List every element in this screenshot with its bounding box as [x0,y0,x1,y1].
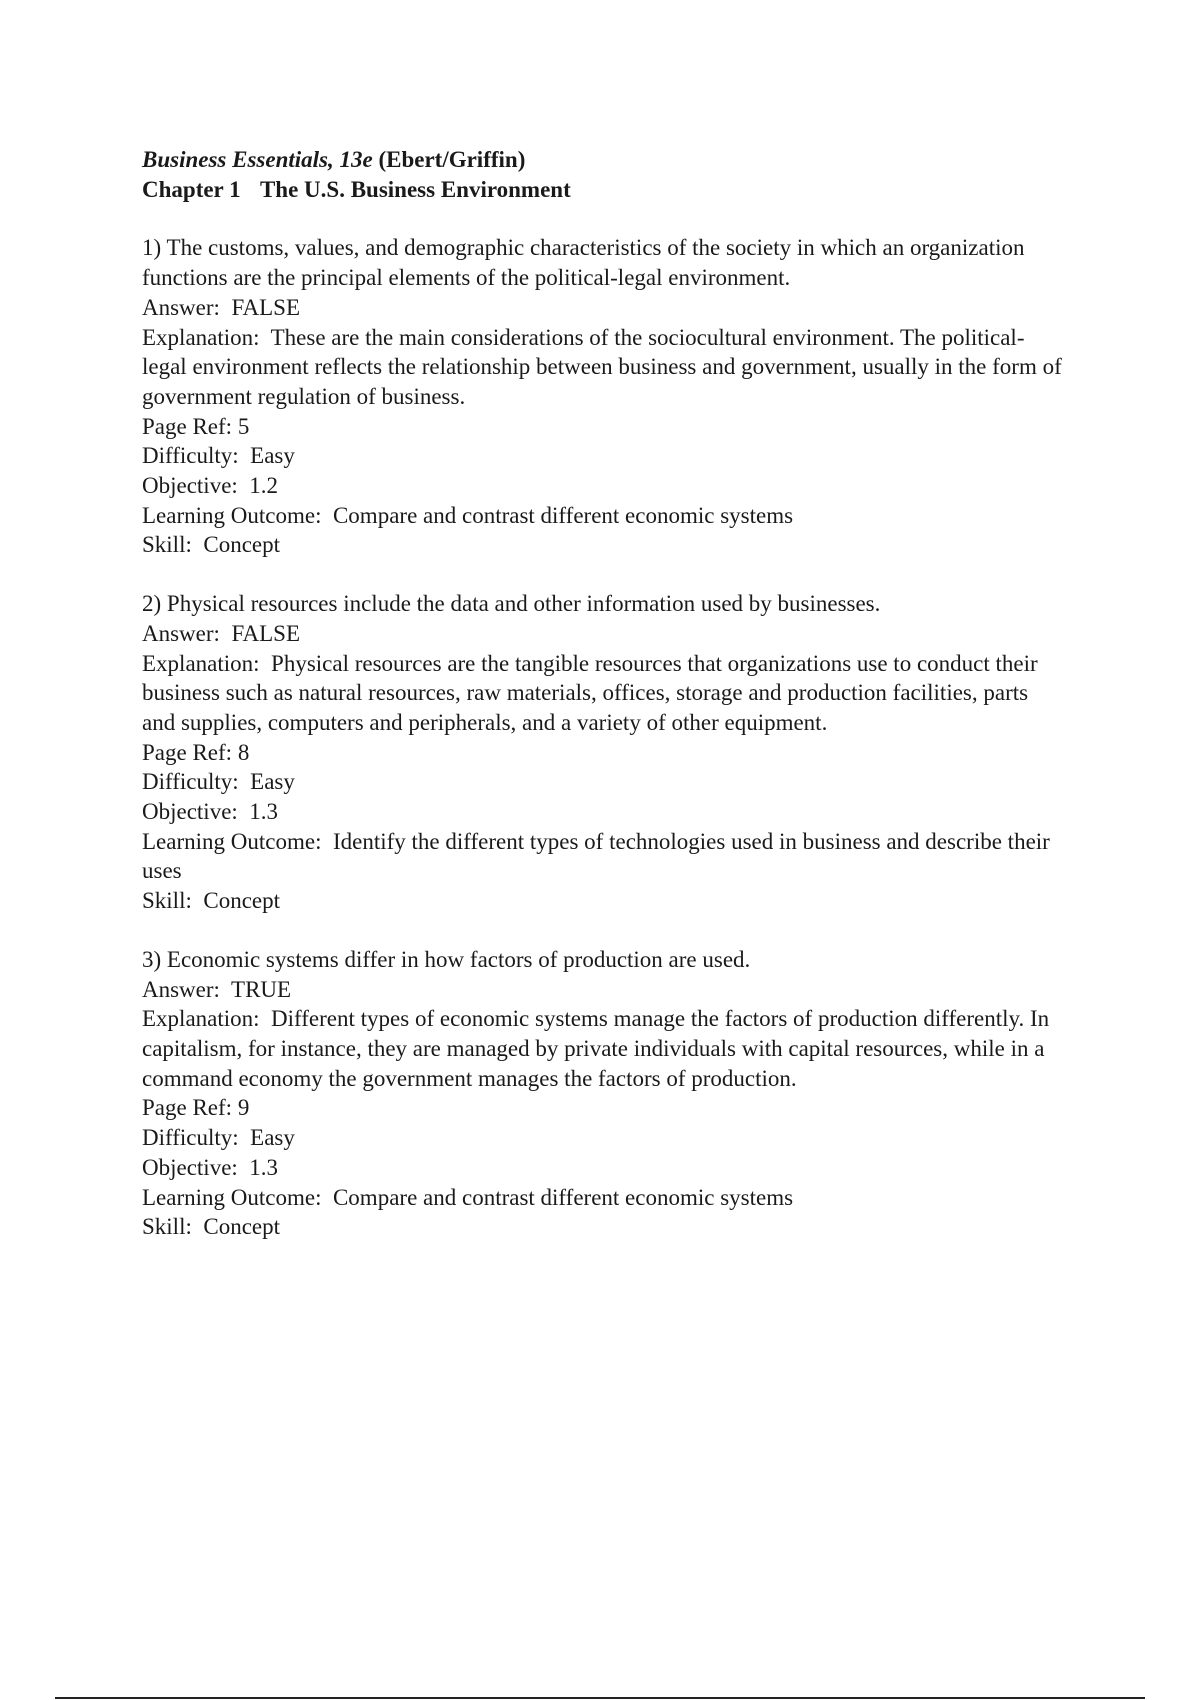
question-number: 1) [142,235,162,261]
question-number: 2) [142,591,162,617]
difficulty-value: Easy [250,1125,295,1151]
explanation-label: Explanation: [142,324,260,350]
answer-label: Answer: [142,294,220,320]
answer-line [142,619,1067,649]
skill-value: Concept [203,532,281,558]
objective-line [142,1153,1067,1183]
page-ref-label: Page Ref: [142,739,233,765]
answer-label: Answer: [142,976,220,1002]
skill-label: Skill: [142,1214,192,1240]
page-ref-value: 9 [237,1095,250,1121]
objective-label: Objective: [142,799,238,825]
answer-line [142,293,1067,323]
difficulty-label: Difficulty: [142,769,239,795]
page-ref-line [142,738,1067,768]
question-text-line [142,233,1067,292]
page-ref-line [142,1093,1067,1123]
explanation-label: Explanation: [142,1006,260,1032]
chapter-title: The U.S. Business Environment [259,176,571,202]
learning-outcome-line [142,827,1067,886]
learning-outcome-line [142,501,1067,531]
question-block [142,589,1067,916]
page-ref-value: 5 [237,413,250,439]
question-text: Economic systems differ in how factors of production are used. [166,946,751,972]
objective-label: Objective: [142,473,238,499]
difficulty-line [142,767,1067,797]
answer-value: TRUE [231,976,292,1002]
answer-value: FALSE [231,294,301,320]
page-bottom-divider [55,1697,1145,1699]
learning-outcome-label: Learning Outcome: [142,828,322,854]
objective-value: 1.2 [249,473,279,499]
difficulty-value: Easy [250,769,295,795]
book-title-line [142,145,1067,175]
skill-label: Skill: [142,532,192,558]
difficulty-label: Difficulty: [142,443,239,469]
question-text-line [142,589,1067,619]
question-text: Physical resources include the data and other information used by businesses. [166,591,881,617]
explanation-text: Physical resources are the tangible resources that organizations use to conduct their business such as natural resources, raw materials, offices, storage and production facilities, parts and supplies, computers and peripherals, and a variety of other equipment. [142,650,1038,735]
question-number: 3) [142,946,162,972]
book-authors: (Ebert/Griffin) [378,147,526,172]
skill-line [142,886,1067,916]
learning-outcome-value: Compare and contrast different economic systems [332,1184,794,1210]
objective-line [142,797,1067,827]
explanation-label: Explanation: [142,650,260,676]
chapter-label: Chapter 1 [142,176,241,202]
skill-line [142,1212,1067,1242]
explanation-line [142,1004,1067,1093]
question-text-line [142,945,1067,975]
answer-line [142,975,1067,1005]
objective-value: 1.3 [249,799,279,825]
document-header [142,145,1067,204]
explanation-text: Different types of economic systems manage the factors of production differently. In capitalism, for instance, they are managed by private individuals with capital resources, while in a command economy the government manages the factors of production. [142,1006,1050,1091]
difficulty-line [142,1123,1067,1153]
skill-value: Concept [203,888,281,914]
difficulty-value: Easy [250,443,295,469]
page-ref-label: Page Ref: [142,413,233,439]
difficulty-label: Difficulty: [142,1125,239,1151]
objective-value: 1.3 [249,1154,279,1180]
learning-outcome-value: Compare and contrast different economic systems [332,502,794,528]
learning-outcome-label: Learning Outcome: [142,502,322,528]
answer-label: Answer: [142,620,220,646]
explanation-line [142,323,1067,412]
answer-value: FALSE [231,620,301,646]
learning-outcome-label: Learning Outcome: [142,1184,322,1210]
objective-line [142,471,1067,501]
chapter-heading [142,175,1067,205]
document-page [142,145,1067,1271]
question-block [142,945,1067,1242]
skill-value: Concept [203,1214,281,1240]
question-block [142,233,1067,560]
page-ref-label: Page Ref: [142,1095,233,1121]
explanation-text: These are the main considerations of the sociocultural environment. The political-legal environment reflects the relationship between business and government, usually in the form of government regulation of business. [142,324,1062,409]
skill-line [142,530,1067,560]
page-ref-line [142,412,1067,442]
learning-outcome-value: Identify the different types of technologies used in business and describe their uses [142,828,1050,884]
explanation-line [142,649,1067,738]
page-ref-value: 8 [237,739,250,765]
question-text: The customs, values, and demographic characteristics of the society in which an organization functions are the principal elements of the political-legal environment. [142,235,1025,291]
objective-label: Objective: [142,1154,238,1180]
skill-label: Skill: [142,888,192,914]
book-title: Business Essentials, 13e [142,147,373,172]
learning-outcome-line [142,1183,1067,1213]
difficulty-line [142,441,1067,471]
